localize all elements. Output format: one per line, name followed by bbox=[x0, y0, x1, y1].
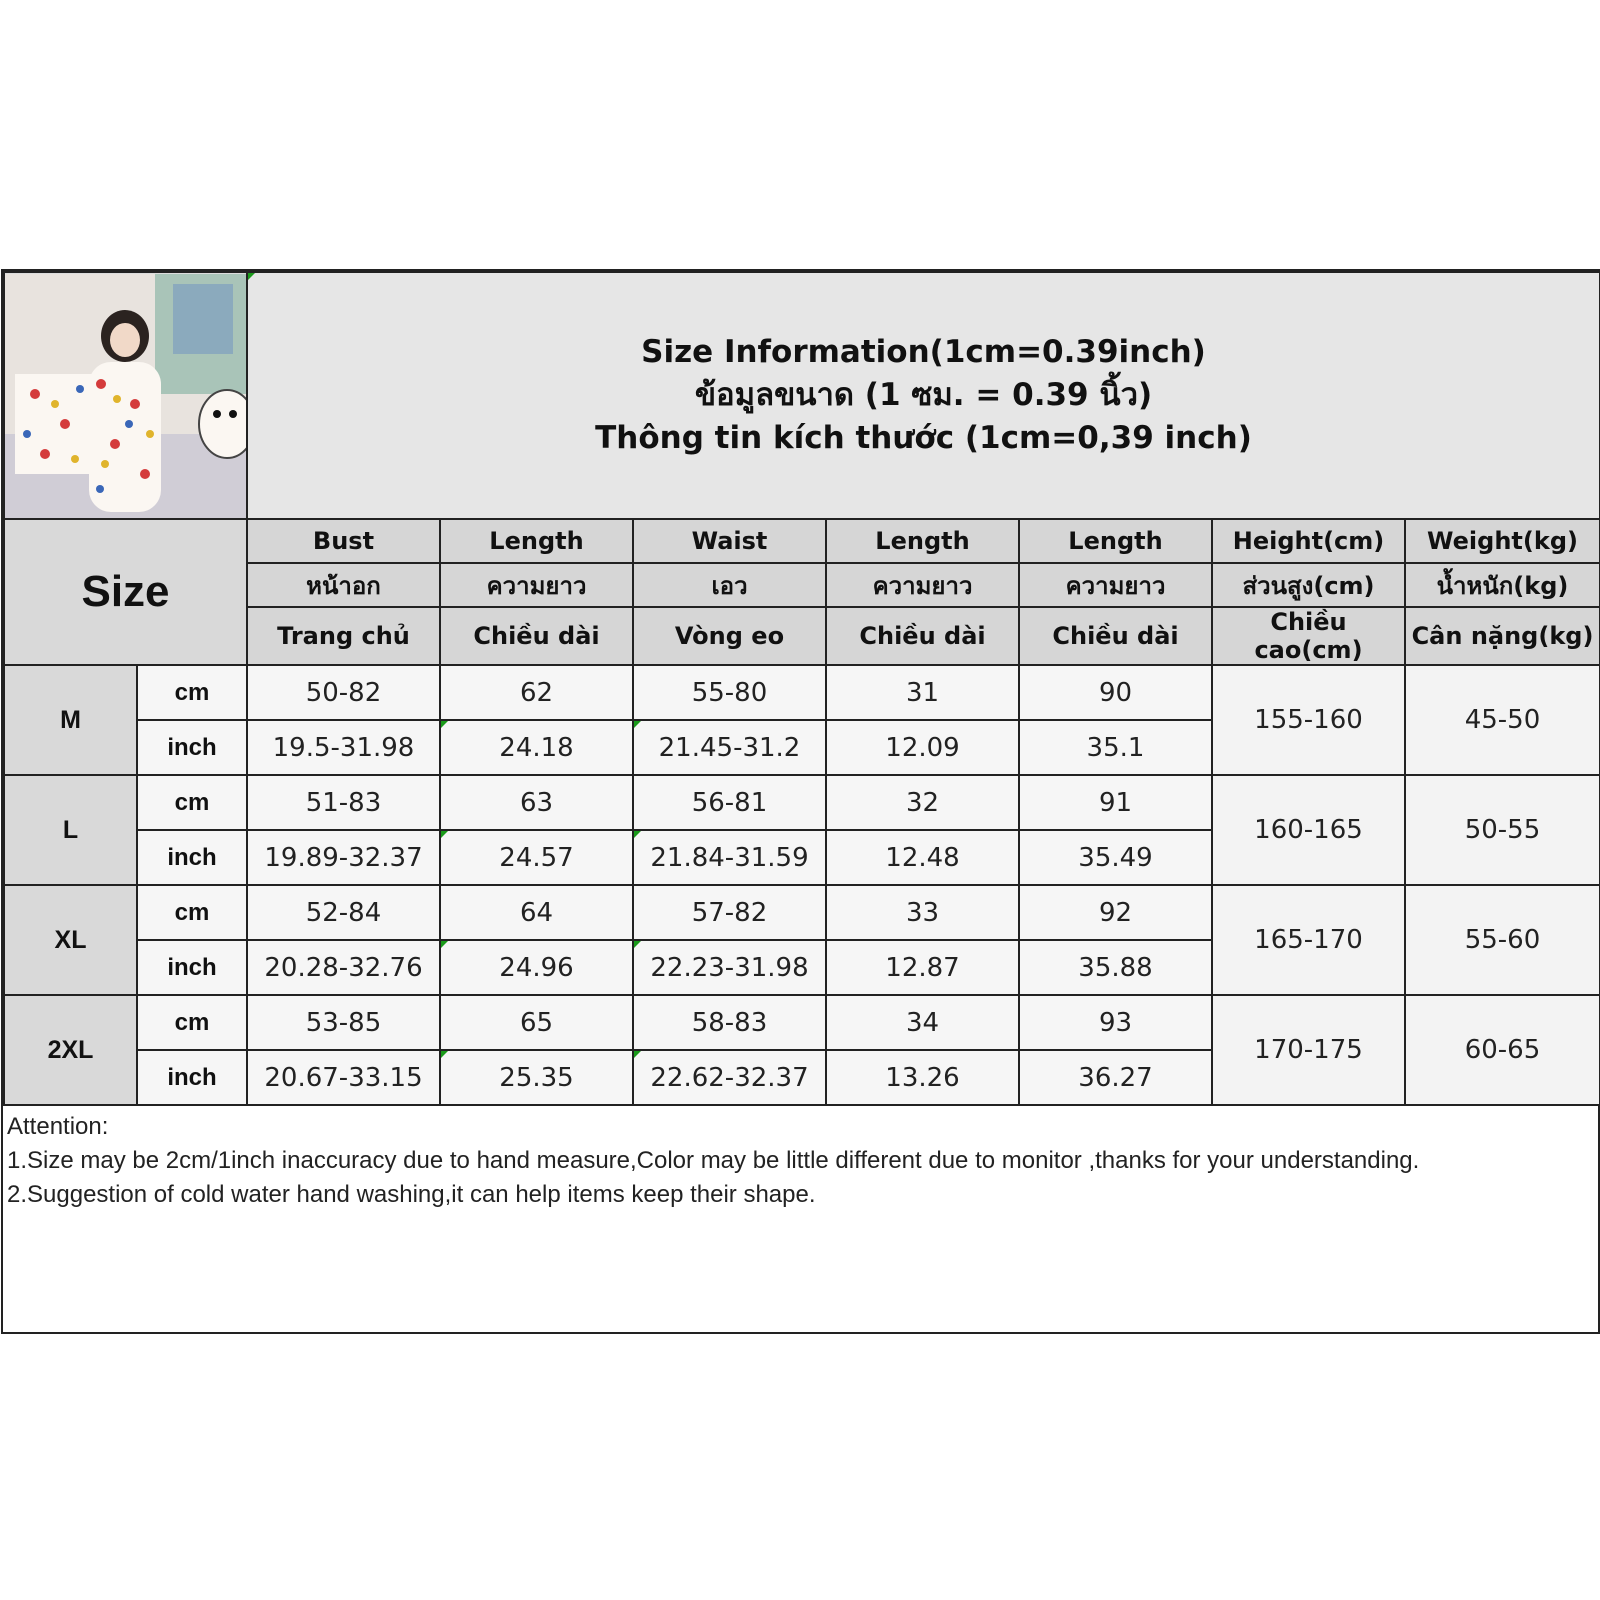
table-cell: 55-80 bbox=[633, 665, 826, 720]
table-cell: 20.67-33.15 bbox=[247, 1050, 440, 1105]
table-cell: 33 bbox=[826, 885, 1019, 940]
unit-label: cm bbox=[137, 775, 247, 830]
size-name: XL bbox=[4, 885, 137, 995]
table-cell: 50-82 bbox=[247, 665, 440, 720]
table-cell: 32 bbox=[826, 775, 1019, 830]
table-cell: 56-81 bbox=[633, 775, 826, 830]
column-header-th: ความยาว bbox=[826, 563, 1019, 607]
column-header-vi: Chiều cao(cm) bbox=[1212, 607, 1405, 665]
table-cell: 93 bbox=[1019, 995, 1212, 1050]
unit-label: inch bbox=[137, 830, 247, 885]
column-header-th: ความยาว bbox=[440, 563, 633, 607]
table-cell: 64 bbox=[440, 885, 633, 940]
column-header-en: Height(cm) bbox=[1212, 519, 1405, 563]
table-cell: 19.89-32.37 bbox=[247, 830, 440, 885]
table-cell: 92 bbox=[1019, 885, 1212, 940]
column-header-vi: Chiều dài bbox=[1019, 607, 1212, 665]
unit-label: inch bbox=[137, 940, 247, 995]
size-name: L bbox=[4, 775, 137, 885]
title-english: Size Information(1cm=0.39inch) bbox=[641, 334, 1206, 370]
attention-notes bbox=[7, 1110, 1587, 1212]
column-header-vi: Cân nặng(kg) bbox=[1405, 607, 1600, 665]
table-cell: 12.48 bbox=[826, 830, 1019, 885]
weight-cell: 60-65 bbox=[1405, 995, 1600, 1105]
column-header-th: น้ำหนัก(kg) bbox=[1405, 563, 1600, 607]
column-header-vi: Vòng eo bbox=[633, 607, 826, 665]
table-cell: 36.27 bbox=[1019, 1050, 1212, 1105]
table-cell: 22.62-32.37 bbox=[633, 1050, 826, 1105]
table-cell: 35.49 bbox=[1019, 830, 1212, 885]
table-cell: 65 bbox=[440, 995, 633, 1050]
title-thai: ข้อมูลขนาด (1 ซม. = 0.39 นิ้ว) bbox=[694, 377, 1153, 413]
height-cell: 160-165 bbox=[1212, 775, 1405, 885]
height-cell: 170-175 bbox=[1212, 995, 1405, 1105]
weight-cell: 50-55 bbox=[1405, 775, 1600, 885]
unit-label: inch bbox=[137, 720, 247, 775]
table-cell: 57-82 bbox=[633, 885, 826, 940]
table-cell: 20.28-32.76 bbox=[247, 940, 440, 995]
attention-note-1: 1.Size may be 2cm/1inch inaccuracy due to hand measure,Color may be little different due to monitor ,thanks for your understanding. bbox=[7, 1147, 1420, 1174]
table-cell: 35.88 bbox=[1019, 940, 1212, 995]
product-photo bbox=[5, 274, 247, 518]
product-photo-cell bbox=[4, 272, 247, 519]
table-cell: 90 bbox=[1019, 665, 1212, 720]
table-cell: 21.84-31.59 bbox=[633, 830, 826, 885]
size-chart bbox=[1, 269, 1600, 1334]
table-cell: 24.18 bbox=[440, 720, 633, 775]
table-cell: 52-84 bbox=[247, 885, 440, 940]
table-cell: 25.35 bbox=[440, 1050, 633, 1105]
table-cell: 21.45-31.2 bbox=[633, 720, 826, 775]
table-cell: 12.87 bbox=[826, 940, 1019, 995]
table-cell: 91 bbox=[1019, 775, 1212, 830]
column-header-en: Weight(kg) bbox=[1405, 519, 1600, 563]
table-cell: 53-85 bbox=[247, 995, 440, 1050]
table-cell: 31 bbox=[826, 665, 1019, 720]
size-header: Size bbox=[4, 519, 247, 665]
unit-label: cm bbox=[137, 665, 247, 720]
column-header-th: ส่วนสูง(cm) bbox=[1212, 563, 1405, 607]
attention-heading: Attention: bbox=[7, 1113, 109, 1140]
unit-label: cm bbox=[137, 885, 247, 940]
size-name: 2XL bbox=[4, 995, 137, 1105]
table-cell: 58-83 bbox=[633, 995, 826, 1050]
column-header-en: Length bbox=[440, 519, 633, 563]
table-cell: 35.1 bbox=[1019, 720, 1212, 775]
table-cell: 63 bbox=[440, 775, 633, 830]
size-information-title bbox=[247, 272, 1600, 519]
table-cell: 62 bbox=[440, 665, 633, 720]
weight-cell: 45-50 bbox=[1405, 665, 1600, 775]
column-header-vi: Chiều dài bbox=[826, 607, 1019, 665]
height-cell: 165-170 bbox=[1212, 885, 1405, 995]
table-cell: 13.26 bbox=[826, 1050, 1019, 1105]
unit-label: inch bbox=[137, 1050, 247, 1105]
column-header-en: Waist bbox=[633, 519, 826, 563]
table-cell: 34 bbox=[826, 995, 1019, 1050]
column-header-en: Bust bbox=[247, 519, 440, 563]
title-vietnamese: Thông tin kích thước (1cm=0,39 inch) bbox=[595, 420, 1252, 456]
column-header-en: Length bbox=[826, 519, 1019, 563]
table-cell: 22.23-31.98 bbox=[633, 940, 826, 995]
column-header-th: ความยาว bbox=[1019, 563, 1212, 607]
size-name: M bbox=[4, 665, 137, 775]
size-table bbox=[3, 271, 1600, 1106]
column-header-en: Length bbox=[1019, 519, 1212, 563]
table-cell: 24.96 bbox=[440, 940, 633, 995]
weight-cell: 55-60 bbox=[1405, 885, 1600, 995]
table-cell: 12.09 bbox=[826, 720, 1019, 775]
attention-note-2: 2.Suggestion of cold water hand washing,it can help items keep their shape. bbox=[7, 1181, 816, 1208]
table-cell: 51-83 bbox=[247, 775, 440, 830]
column-header-vi: Trang chủ bbox=[247, 607, 440, 665]
table-cell: 24.57 bbox=[440, 830, 633, 885]
column-header-vi: Chiều dài bbox=[440, 607, 633, 665]
table-cell: 19.5-31.98 bbox=[247, 720, 440, 775]
column-header-th: เอว bbox=[633, 563, 826, 607]
column-header-th: หน้าอก bbox=[247, 563, 440, 607]
unit-label: cm bbox=[137, 995, 247, 1050]
height-cell: 155-160 bbox=[1212, 665, 1405, 775]
